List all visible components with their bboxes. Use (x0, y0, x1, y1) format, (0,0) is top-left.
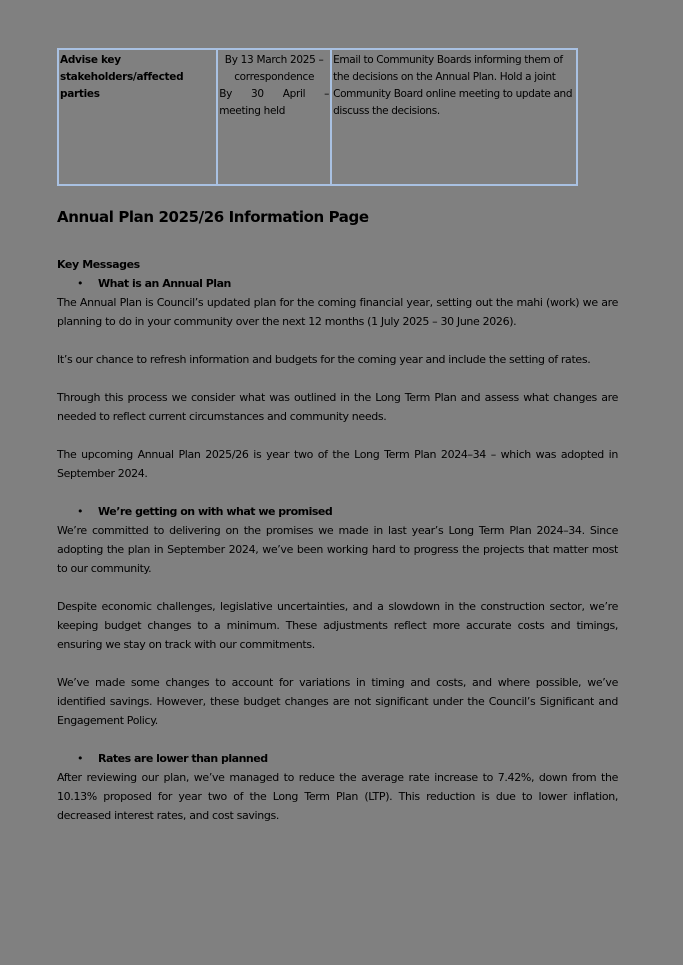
paragraph: It’s our chance to refresh information and budgets for the coming year and include the setting of rates. (57, 353, 591, 366)
communications-table (57, 48, 578, 186)
timing-correspondence: By 13 March 2025 – correspondence (224, 54, 324, 83)
timing-meeting-date: By 30 April – (219, 88, 330, 100)
bullet-heading (57, 749, 618, 768)
document-body (57, 206, 618, 825)
bullet-icon: • (77, 505, 83, 518)
paragraph: Despite economic challenges, legislative uncertainties, and a slowdown in the construction sector, we’re keeping budget changes to a minimum. These adjustments reflect more accurate costs and timings, ensuring we stay on track with our commitments. (57, 600, 618, 651)
paragraph: Through this process we consider what was outlined in the Long Term Plan and assess what changes are needed to reflect current circumstances and community needs. (57, 391, 618, 423)
paragraph: After reviewing our plan, we’ve managed to reduce the average rate increase to 7.42%, down from the 10.13% proposed for year two of the Long Term Plan (LTP). This reduction is due to lower inflation, decreased interest rates, and cost savings. (57, 771, 618, 822)
table-row (58, 49, 577, 185)
paragraph: The Annual Plan is Council’s updated plan for the coming financial year, setting out the mahi (work) we are planning to do in your community over the next 12 months (1 July 2025 – 30 June 2026). (57, 296, 618, 328)
bullet-heading-label: We’re getting on with what we promised (98, 505, 333, 518)
paragraph: We’ve made some changes to account for variations in timing and costs, and where possible, we’ve identified savings. However, these budget changes are not significant under the Council’s Significant and Engagement Policy. (57, 676, 618, 727)
table-cell-action: Advise key stakeholders/affected parties (58, 49, 217, 185)
key-messages-heading: Key Messages (57, 258, 140, 271)
paragraph: We’re committed to delivering on the promises we made in last year’s Long Term Plan 2024–34. Since adopting the plan in September 2024, we’ve been working hard to progress the projects that matter most to our community. (57, 524, 618, 575)
page-title: Annual Plan 2025/26 Information Page (57, 208, 369, 226)
paragraph: The upcoming Annual Plan 2025/26 is year two of the Long Term Plan 2024–34 – which was adopted in September 2024. (57, 448, 618, 480)
bullet-heading (57, 274, 618, 293)
table-cell-detail: Email to Community Boards informing them of the decisions on the Annual Plan. Hold a joint Community Board online meeting to update and discuss the decisions. (331, 49, 577, 185)
bullet-heading (57, 502, 618, 521)
timing-meeting-label: meeting held (219, 105, 286, 117)
bullet-heading-label: Rates are lower than planned (98, 752, 268, 765)
bullet-heading-label: What is an Annual Plan (98, 277, 231, 290)
bullet-icon: • (77, 752, 83, 765)
bullet-icon: • (77, 277, 83, 290)
table-cell-timing (217, 49, 331, 185)
